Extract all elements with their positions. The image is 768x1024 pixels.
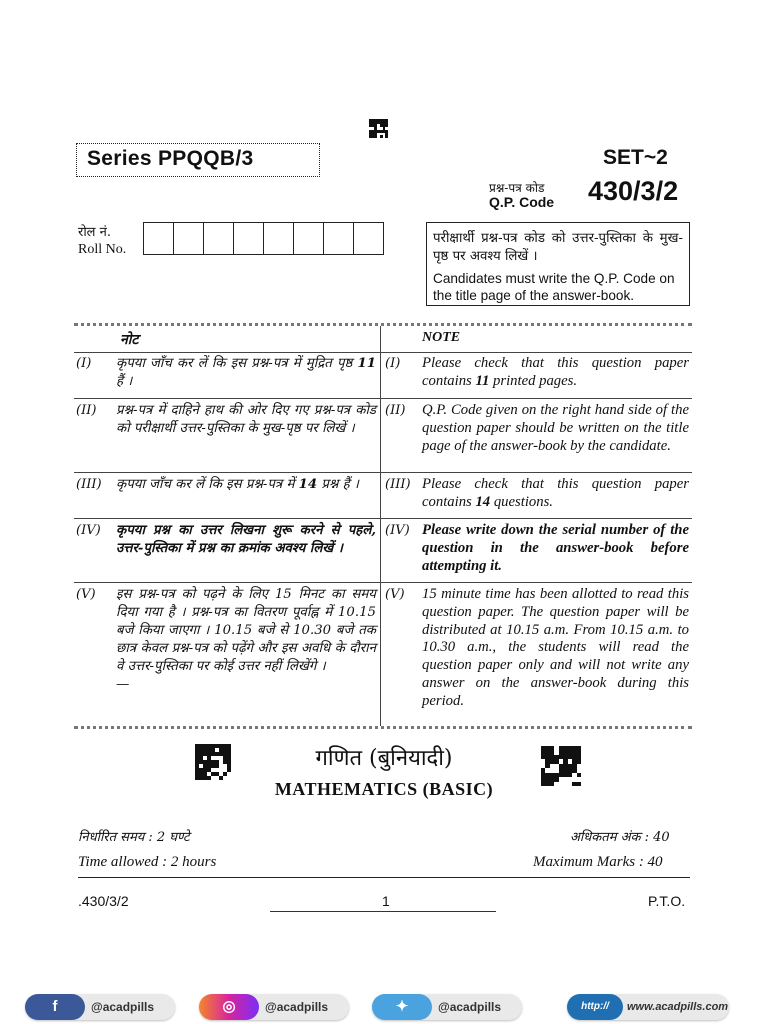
web-icon: http:// <box>567 994 623 1020</box>
facebook-icon: f <box>25 994 85 1020</box>
note-text: Q.P. Code given on the right hand side of the question paper should be written on the title page of the answer-book by the candidate. <box>422 402 689 454</box>
instruction-english: Candidates must write the Q.P. Code on the title page of the answer-book. <box>433 271 675 303</box>
roll-digit-box[interactable] <box>233 222 264 255</box>
note-text: Please check that this question paper contains 14 questions. <box>422 476 689 510</box>
time-allowed-hindi: निर्धारित समय : 2 घण्टे <box>78 830 190 845</box>
time-allowed: Time allowed : 2 hours <box>78 854 217 870</box>
qp-code-instruction-box <box>426 222 690 306</box>
social-handle: @acadpills <box>438 1000 502 1014</box>
note-number: (IV) <box>76 523 101 538</box>
twitter-icon: ✦ <box>372 994 432 1020</box>
note-number: (I) <box>76 356 92 371</box>
subject-title: MATHEMATICS (BASIC) <box>274 779 494 799</box>
note-text-hindi: कृपया जाँच कर लें कि इस प्रश्न-पत्र में मुद्रित पृष्ठ 11 हैं । <box>116 356 376 389</box>
note-text: Please write down the serial number of the question in the answer-book before attempting it. <box>422 522 689 574</box>
note-number: (V) <box>385 587 405 602</box>
note-text: Please check that this question paper contains 11 printed pages. <box>422 355 689 389</box>
instagram-link[interactable] <box>199 994 349 1020</box>
qp-code-label: Q.P. Code <box>489 194 555 210</box>
maximum-marks-hindi: अधिकतम अंक : 40 <box>570 830 670 845</box>
roll-label: Roll No. <box>78 242 127 257</box>
maximum-marks: Maximum Marks : 40 <box>533 854 663 870</box>
note-text-hindi: प्रश्न-पत्र में दाहिने हाथ की ओर दिए गए प्रश्न-पत्र कोड को परीक्षार्थी उत्तर-पुस्तिका के मुख-पृष्ठ पर लिखें । <box>116 403 376 436</box>
qp-code: 430/3/2 <box>588 176 679 206</box>
website-url: www.acadpills.com <box>627 1001 729 1013</box>
twitter-link[interactable] <box>372 994 522 1020</box>
note-text-hindi: इस प्रश्न-पत्र को पढ़ने के लिए 15 मिनट का समय दिया गया है । प्रश्न-पत्र का वितरण पूर्वाह्न में 10.15 बजे किया जाएगा । 10.15 बजे से 10.30 बजे तक छात्र केवल प्रश्न-पत्र को पढ़ेंगे और इस अवधि के दौरान वे उत्तर-पुस्तिका पर कोई उत्तर नहीं लिखेंगे । — <box>116 587 376 692</box>
note-number: (I) <box>385 356 401 371</box>
note-number: (III) <box>76 477 102 492</box>
website-link[interactable] <box>567 994 729 1020</box>
roll-digit-box[interactable] <box>143 222 174 255</box>
footer-code: .430/3/2 <box>78 893 129 909</box>
note-heading: NOTE <box>422 330 461 345</box>
divider <box>78 877 690 878</box>
series-label: Series PPQQB/3 <box>76 143 320 177</box>
notes-table <box>74 323 692 729</box>
note-number: (V) <box>76 587 96 602</box>
roll-label-hindi: रोल नं. <box>78 225 111 240</box>
social-handle: @acadpills <box>265 1000 329 1014</box>
divider <box>270 911 496 912</box>
roll-digit-box[interactable] <box>353 222 384 255</box>
roll-digit-box[interactable] <box>323 222 354 255</box>
page-number: 1 <box>382 893 390 909</box>
qp-code-label-hindi: प्रश्न-पत्र कोड <box>489 181 545 195</box>
roll-number-boxes[interactable] <box>144 222 384 255</box>
roll-digit-box[interactable] <box>173 222 204 255</box>
roll-digit-box[interactable] <box>263 222 294 255</box>
facebook-link[interactable] <box>25 994 175 1020</box>
note-number: (II) <box>76 403 97 418</box>
set-label: SET~2 <box>603 146 668 169</box>
note-heading-hindi: नोट <box>120 332 139 348</box>
pto-label: P.T.O. <box>648 893 686 909</box>
roll-digit-box[interactable] <box>203 222 234 255</box>
instagram-icon: ◎ <box>199 994 259 1020</box>
top-qr-code <box>369 119 388 138</box>
subject-title-hindi: गणित (बुनियादी) <box>315 746 453 771</box>
social-handle: @acadpills <box>91 1000 155 1014</box>
note-number: (II) <box>385 403 406 418</box>
note-text: 15 minute time has been allotted to read this question paper. The question paper will be distributed at 10.15 a.m. From 10.15 a.m. to 10.30 a.m., the students will read the question paper only and will not write any answer on the answer-book during this period. <box>422 586 689 709</box>
instruction-hindi: परीक्षार्थी प्रश्न-पत्र कोड को उत्तर-पुस्तिका के मुख-पृष्ठ पर अवश्य लिखें । <box>433 231 683 264</box>
note-number: (IV) <box>385 523 410 538</box>
note-text-hindi: कृपया प्रश्न का उत्तर लिखना शुरू करने से पहले, उत्तर-पुस्तिका में प्रश्न का क्रमांक अवश्य लिखें । <box>116 523 376 556</box>
note-number: (III) <box>385 477 411 492</box>
note-text-hindi: कृपया जाँच कर लें कि इस प्रश्न-पत्र में 14 प्रश्न हैं । <box>116 477 359 492</box>
roll-digit-box[interactable] <box>293 222 324 255</box>
